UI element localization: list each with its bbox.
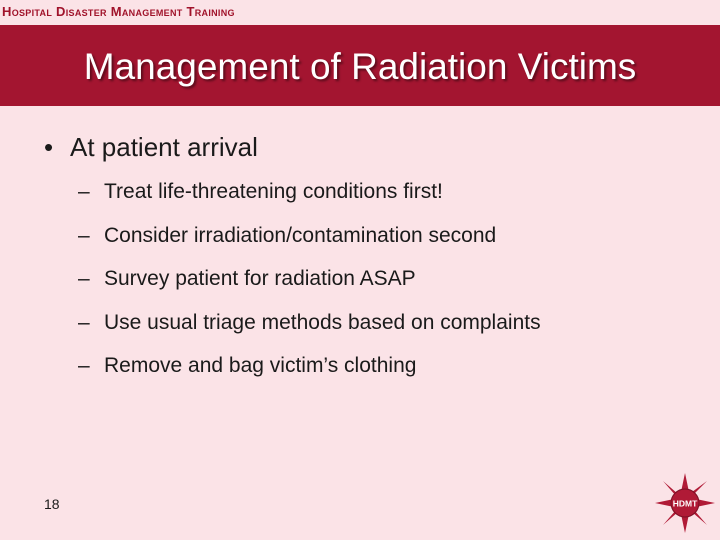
main-bullet-text: At patient arrival [70,132,258,162]
dash-icon: – [78,354,90,377]
dash-icon: – [78,180,90,203]
sub-bullet [78,354,416,378]
bullet-dot-icon: • [44,132,54,162]
sub-bullet [78,224,496,248]
sub-bullet-text: Consider irradiation/contamination second [104,224,497,247]
slide-title: Management of Radiation Victims [83,46,637,87]
dash-icon: – [78,267,90,290]
top-strip [0,0,720,25]
sub-bullet [78,267,416,291]
logo-text: HDMT [672,498,698,509]
sub-bullet [78,180,443,204]
sub-bullet [78,311,541,335]
dash-icon: – [78,311,90,334]
sub-bullet-text: Use usual triage methods based on complaints [104,311,541,334]
page-number: 18 [44,496,60,512]
sub-bullet-text: Treat life-threatening conditions first! [104,180,443,203]
sub-bullet-text: Remove and bag victim’s clothing [104,354,417,377]
program-name: Hospital Disaster Management Training [2,4,235,19]
hdmt-logo-icon [654,472,716,534]
sub-bullet-text: Survey patient for radiation ASAP [104,267,416,290]
dash-icon: – [78,224,90,247]
main-bullet [44,132,258,163]
